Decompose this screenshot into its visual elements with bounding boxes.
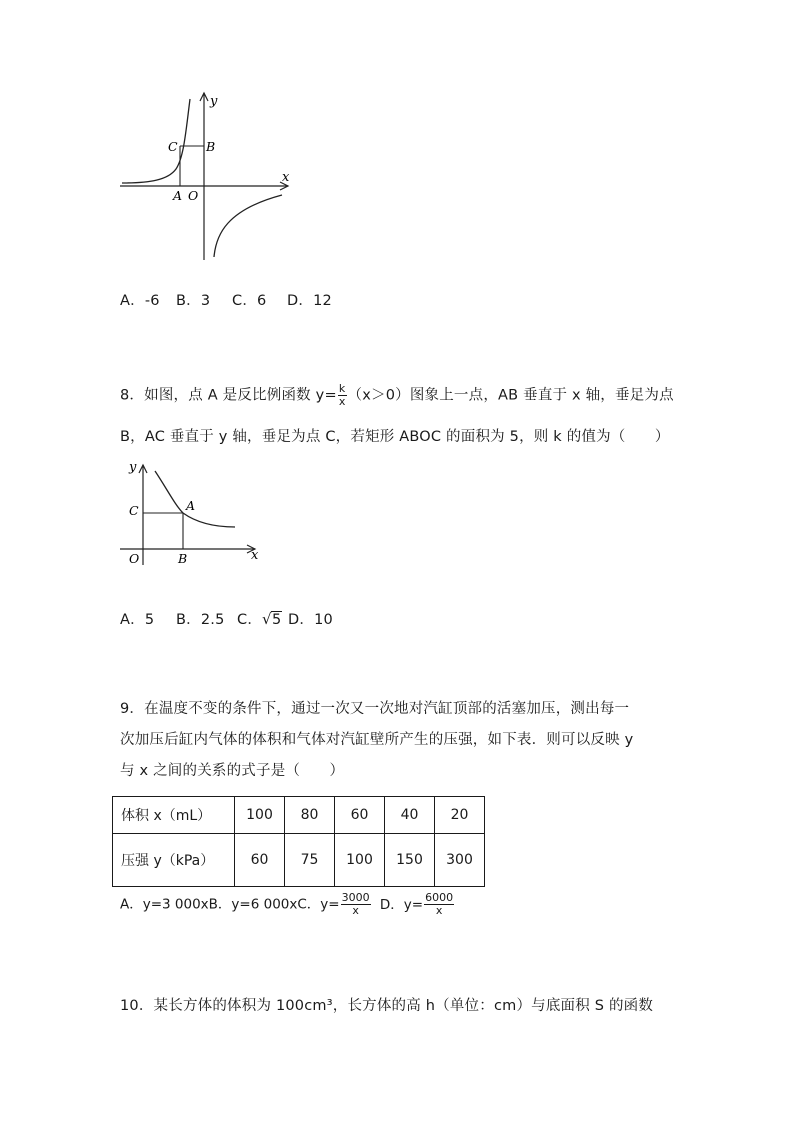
q7-option-d[interactable]: D．12 (287, 293, 332, 309)
q8-graph (115, 455, 265, 570)
table-cell: 80 (285, 797, 335, 834)
table-row (113, 797, 485, 834)
q8-label-y: y (129, 460, 137, 475)
q7-graph (110, 85, 300, 265)
q9-stem-line3: 与 x 之间的关系的式子是（ ） (120, 763, 345, 779)
q9-option-abc[interactable]: A．y=3 000xB．y=6 000xC．y= (120, 896, 340, 913)
q7-label-y: y (210, 94, 218, 109)
q9-c-num: 3000 (341, 891, 370, 904)
q7-label-a: A (173, 188, 183, 203)
q9-stem-line2: 次加压后缸内气体的体积和气体对汽缸壁所产生的压强，如下表．则可以反映 y (120, 732, 634, 748)
q8-label-a: A (186, 498, 196, 513)
q9-data-table (112, 796, 485, 887)
table-cell: 60 (235, 834, 285, 887)
q8-stem-line1 (120, 383, 674, 408)
q8-option-c[interactable] (237, 608, 282, 629)
table-header-pressure: 压强 y（kPa） (113, 834, 235, 887)
q10-stem-line1: 10．某长方体的体积为 100cm³，长方体的高 h（单位：cm）与底面积 S 的函数 (120, 998, 654, 1014)
q8-label-x: x (251, 548, 259, 563)
q7-option-a[interactable]: A．-6 (120, 293, 160, 309)
q7-option-b[interactable]: B．3 (176, 293, 211, 309)
q8-options (120, 608, 350, 628)
table-cell: 150 (385, 834, 435, 887)
q8-stem-post: （x＞0）图象上一点，AB 垂直于 x 轴，垂足为点 (347, 387, 674, 404)
q9-d-num: 6000 (425, 891, 454, 904)
table-cell: 100 (335, 834, 385, 887)
table-header-volume: 体积 x（mL） (113, 797, 235, 834)
q7-label-x: x (282, 170, 290, 185)
table-cell: 60 (335, 797, 385, 834)
q8-option-a[interactable]: A．5 (120, 612, 155, 628)
q9-option-d-prefix: D．y= (379, 896, 424, 913)
q7-label-o: O (188, 188, 199, 203)
sqrt-symbol: √ 5 (262, 610, 282, 628)
q9-option-d[interactable] (379, 891, 455, 917)
q8-option-b[interactable]: B．2.5 (176, 612, 225, 628)
table-cell: 40 (385, 797, 435, 834)
q9-options (120, 892, 455, 917)
q8-option-d[interactable]: D．10 (288, 612, 333, 628)
q8-label-b: B (178, 551, 188, 566)
q9-d-den: x (435, 904, 443, 917)
q9-option-d-fraction (424, 892, 454, 917)
q9-stem-line1: 9．在温度不变的条件下，通过一次又一次地对汽缸顶部的活塞加压，测出每一 (120, 701, 630, 717)
q7-label-c: C (168, 139, 178, 154)
q9-option-c-fraction (341, 892, 371, 917)
table-cell: 75 (285, 834, 335, 887)
q8-fraction (338, 383, 347, 408)
table-cell: 300 (435, 834, 485, 887)
q9-c-den: x (352, 904, 359, 917)
q7-label-b: B (206, 139, 216, 154)
q7-curve-right (214, 195, 282, 257)
q8-option-c-radicand: 5 (272, 612, 282, 628)
q8-stem-line2: B，AC 垂直于 y 轴，垂足为点 C，若矩形 ABOC 的面积为 5，则 k 的值为（ ） (120, 429, 670, 445)
table-cell: 100 (235, 797, 285, 834)
q8-frac-den: x (338, 395, 346, 408)
q8-label-c: C (129, 503, 139, 518)
table-row (113, 834, 485, 887)
q7-option-c[interactable]: C．6 (232, 293, 267, 309)
q8-option-c-prefix: C． (237, 612, 263, 628)
table-cell: 20 (435, 797, 485, 834)
q8-stem-pre: 8．如图，点 A 是反比例函数 y= (120, 387, 337, 404)
q8-label-o: O (129, 551, 140, 566)
q8-frac-num: k (338, 382, 346, 395)
